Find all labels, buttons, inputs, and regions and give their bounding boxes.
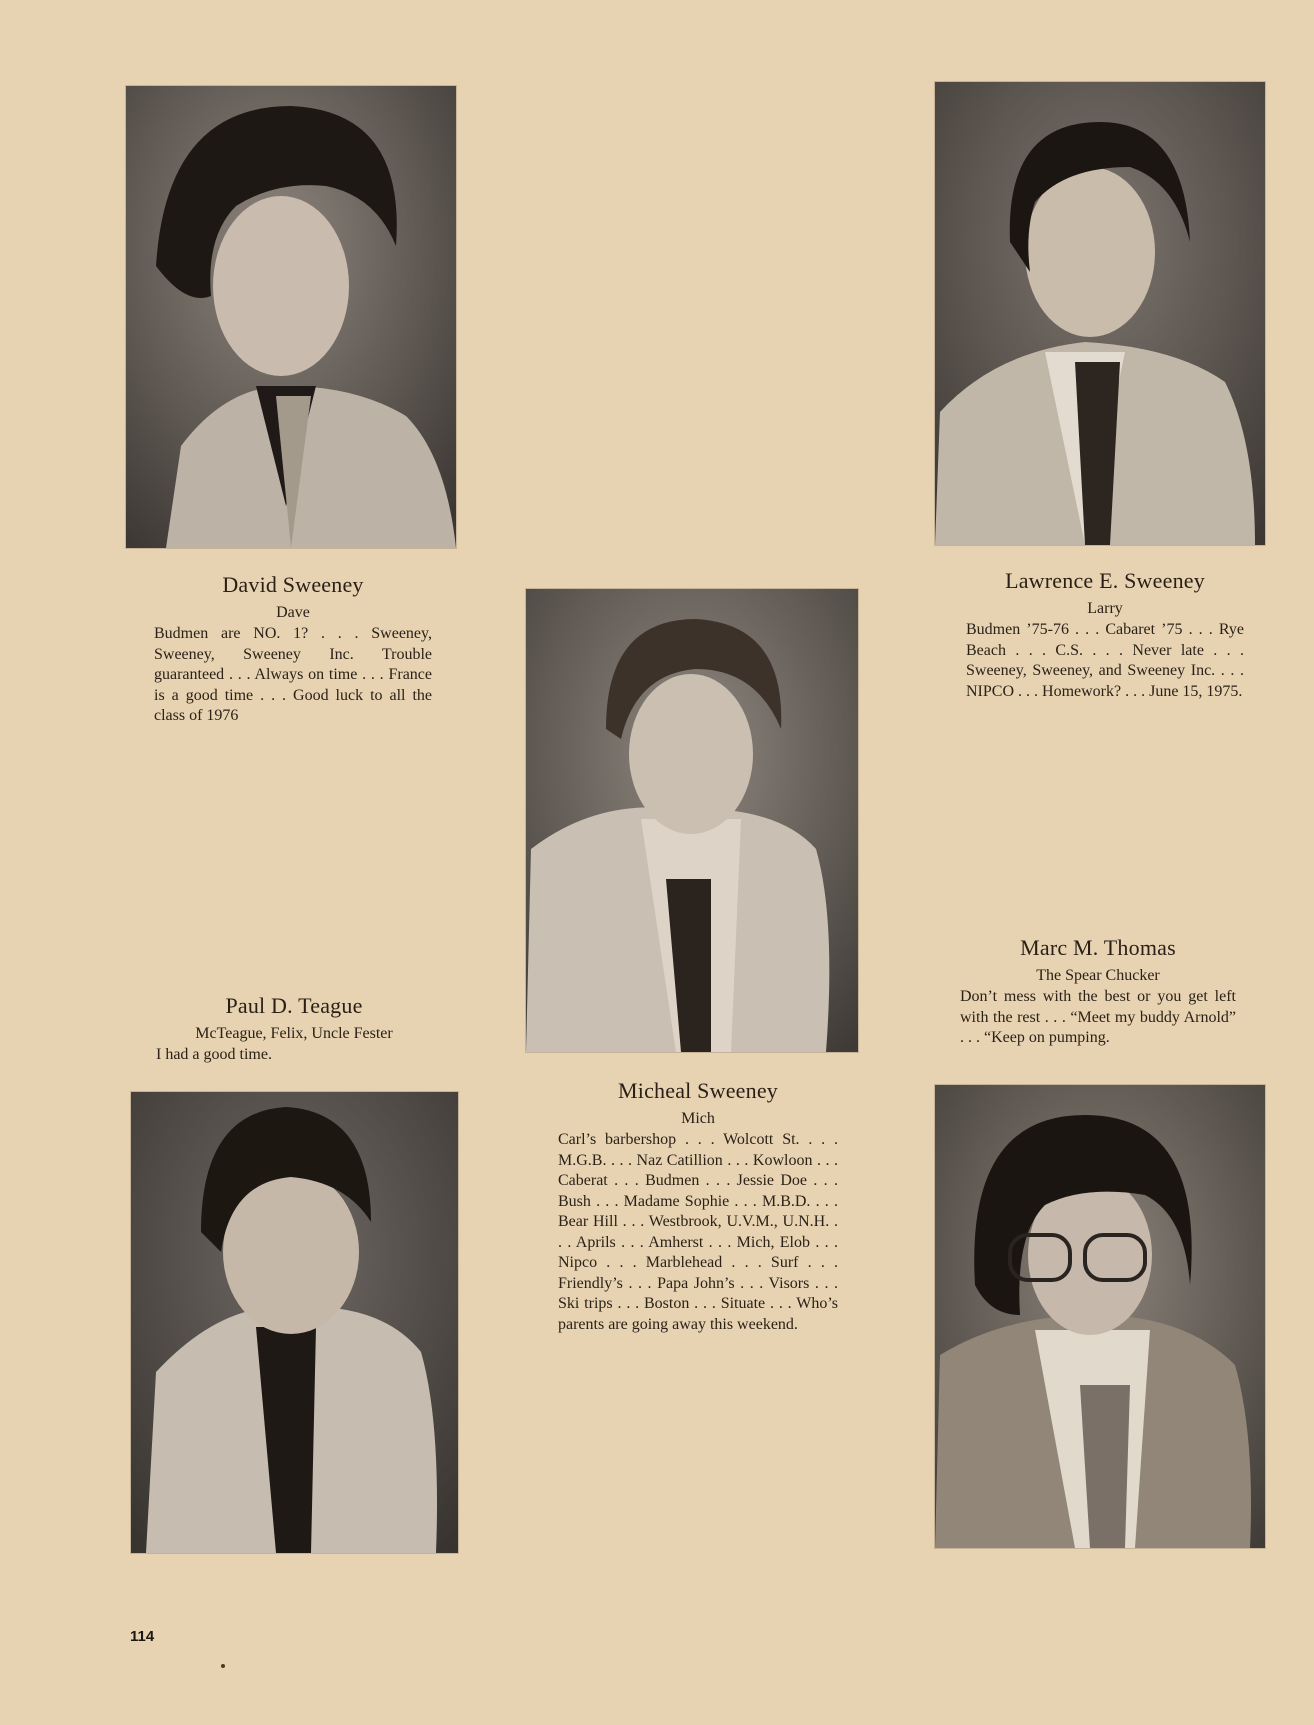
- student-nickname: Mich: [681, 1110, 715, 1127]
- student-name: Marc M. Thomas: [1020, 935, 1176, 960]
- portrait-image: [131, 1092, 458, 1553]
- student-quote: Don’t mess with the best or you get left with the rest . . . “Meet my buddy Arnold” . . . “Keep on pumping.: [960, 988, 1236, 1046]
- student-name: Paul D. Teague: [225, 993, 363, 1018]
- entry-david-sweeney: [154, 572, 432, 727]
- student-quote: Budmen are NO. 1? . . . Sweeney, Sweeney, Sweeney Inc. Trouble guaranteed . . . Always on time . . . France is a good time . . . Good luck to all the class of 1976: [154, 625, 432, 724]
- portrait-image: [126, 86, 456, 548]
- student-nickname: The Spear Chucker: [1036, 967, 1160, 984]
- page-number: 114: [130, 1628, 155, 1645]
- entry-lawrence-sweeney: [966, 568, 1244, 702]
- portrait-image: [526, 589, 858, 1052]
- entry-micheal-sweeney: [558, 1078, 838, 1335]
- student-name: Lawrence E. Sweeney: [1005, 568, 1205, 593]
- portrait-image: [935, 82, 1265, 545]
- photo-david-sweeney: [126, 86, 456, 548]
- student-nickname: McTeague, Felix, Uncle Fester: [195, 1025, 393, 1042]
- student-nickname: Dave: [276, 604, 310, 621]
- student-quote: Carl’s barbershop . . . Wolcott St. . . . M.G.B. . . . Naz Catillion . . . Kowloon . . . Caberat . . . Budmen . . . Jessie Doe . . . Bush . . . Madame Sophie . . . M.B.D. . . . Bear Hill . . . Westbrook, U.V.M., U.N.H. . . . Aprils . . . Amherst . . . Mich, Elob . . . Nipco . . . Marblehead . . . Surf . . . Friendly’s . . . Papa John’s . . . Visors . . . Ski trips . . . Boston . . . Situate . . . Who’s parents are going away this weekend.: [558, 1131, 838, 1333]
- student-quote: Budmen ’75-76 . . . Cabaret ’75 . . . Rye Beach . . . C.S. . . . Never late . . . Sweeney, Sweeney, and Sweeney Inc. . . . NIPCO . . . Homework? . . . June 15, 1975.: [966, 621, 1244, 700]
- photo-micheal-sweeney: [526, 589, 858, 1052]
- photo-paul-teague: [131, 1092, 458, 1553]
- entry-paul-teague: [156, 993, 432, 1066]
- photo-marc-thomas: [935, 1085, 1265, 1548]
- student-name: David Sweeney: [222, 572, 364, 597]
- entry-marc-thomas: [960, 935, 1236, 1049]
- student-quote: I had a good time.: [156, 1046, 272, 1063]
- student-nickname: Larry: [1087, 600, 1123, 617]
- photo-lawrence-sweeney: [935, 82, 1265, 545]
- portrait-image: [935, 1085, 1265, 1548]
- student-name: Micheal Sweeney: [618, 1078, 778, 1103]
- printing-dot: [221, 1664, 225, 1668]
